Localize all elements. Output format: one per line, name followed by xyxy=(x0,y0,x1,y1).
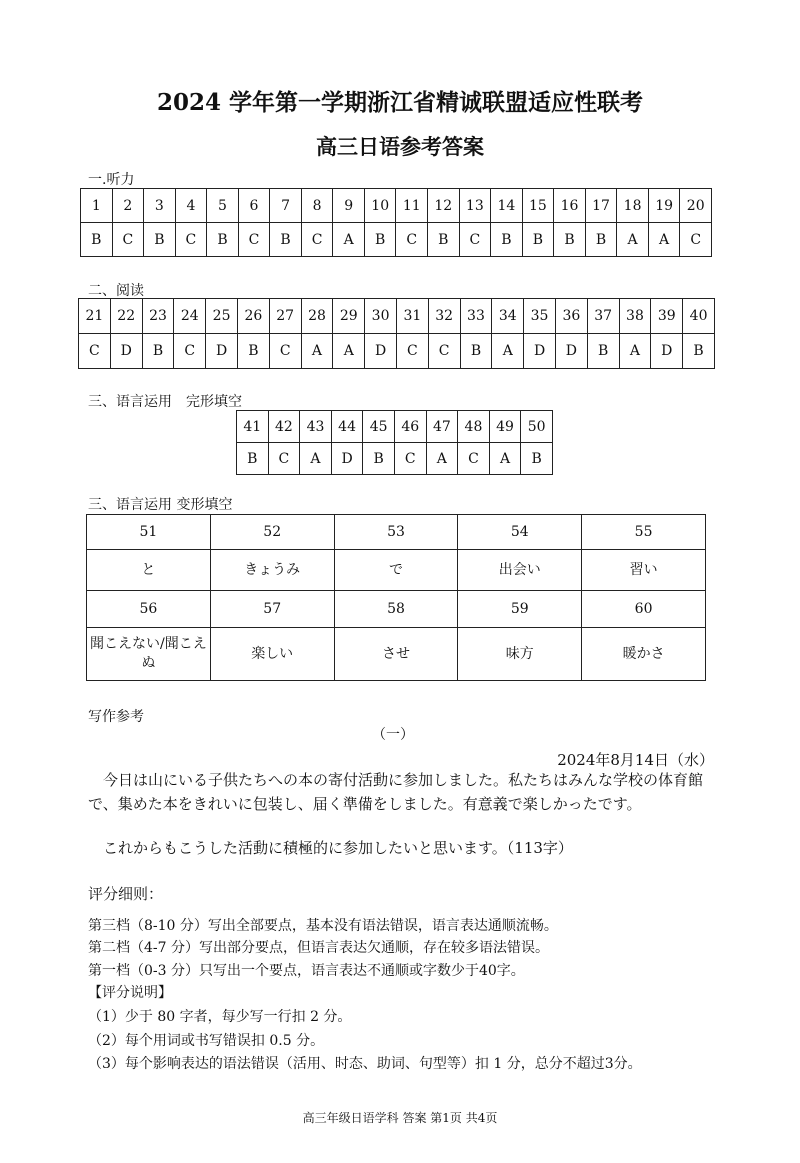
question-number-row xyxy=(87,515,706,550)
question-number: 56 xyxy=(87,591,211,628)
question-number: 45 xyxy=(363,411,395,443)
answer-cell: 味方 xyxy=(458,628,582,681)
answer-cell: させ xyxy=(334,628,458,681)
answer-cell: C xyxy=(269,334,301,369)
question-number: 29 xyxy=(333,299,365,334)
question-number: 35 xyxy=(524,299,556,334)
answer-cell: 暖かさ xyxy=(582,628,706,681)
answer-cell: B xyxy=(81,223,113,257)
answer-cell: C xyxy=(301,223,333,257)
question-number: 42 xyxy=(268,411,300,443)
answer-cell: C xyxy=(268,443,300,475)
answer-cell: A xyxy=(648,223,680,257)
grammar-fill-answer-table xyxy=(86,514,706,681)
scoring-rule-line: （3）每个影响表达的语法错误（活用、时态、助词、句型等）扣 1 分，总分不超过3分。 xyxy=(88,1056,642,1072)
answer-cell: D xyxy=(110,334,142,369)
answer-cell: B xyxy=(554,223,586,257)
answer-cell: C xyxy=(680,223,712,257)
question-number: 4 xyxy=(175,189,207,223)
question-number: 10 xyxy=(364,189,396,223)
answer-cell: D xyxy=(331,443,363,475)
answer-cell: A xyxy=(617,223,649,257)
answer-cell: D xyxy=(524,334,556,369)
page-footer: 高三年级日语学科 答案 第1页 共4页 xyxy=(302,1111,498,1125)
question-number-row xyxy=(87,591,706,628)
answer-cell-row xyxy=(237,443,553,475)
question-number: 22 xyxy=(110,299,142,334)
answer-cell: B xyxy=(491,223,523,257)
answer-cell: B xyxy=(207,223,239,257)
question-number: 3 xyxy=(144,189,176,223)
answer-cell-row xyxy=(81,223,712,257)
answer-cell: B xyxy=(270,223,302,257)
answer-cell-row xyxy=(87,550,706,591)
question-number: 12 xyxy=(428,189,460,223)
answer-cell: A xyxy=(333,223,365,257)
answer-cell: A xyxy=(426,443,458,475)
question-number: 5 xyxy=(207,189,239,223)
question-number-row xyxy=(81,189,712,223)
question-number: 33 xyxy=(460,299,492,334)
answer-cell: B xyxy=(585,223,617,257)
question-number: 15 xyxy=(522,189,554,223)
answer-cell: と xyxy=(87,550,211,591)
answer-cell: B xyxy=(522,223,554,257)
page-subtitle: 高三日语参考答案 xyxy=(316,134,484,159)
page-title: 2024 学年第一学期浙江省精诚联盟适应性联考 xyxy=(156,89,644,116)
answer-cell: C xyxy=(458,443,490,475)
answer-cell: B xyxy=(587,334,619,369)
question-number: 21 xyxy=(79,299,111,334)
question-number: 32 xyxy=(428,299,460,334)
answer-cell: で xyxy=(334,550,458,591)
question-number: 28 xyxy=(301,299,333,334)
answer-cell: B xyxy=(521,443,553,475)
question-number: 52 xyxy=(210,515,334,550)
question-number: 26 xyxy=(237,299,269,334)
answer-cell: C xyxy=(112,223,144,257)
question-number: 16 xyxy=(554,189,586,223)
answer-cell: C xyxy=(459,223,491,257)
answer-cell: きょうみ xyxy=(210,550,334,591)
cloze-answer-table xyxy=(236,410,553,475)
question-number: 11 xyxy=(396,189,428,223)
answer-cell: B xyxy=(363,443,395,475)
section-grammar-fill-label: 三、语言运用 变形填空 xyxy=(88,497,233,513)
question-number: 47 xyxy=(426,411,458,443)
answer-cell: B xyxy=(364,223,396,257)
writing-paragraph-1: 今日は山にいる子供たちへの本の寄付活動に参加しました。私たちはみんな学校の体育館で、集めた本をきれいに包装し、届く準備をしました。有意義で楽しかったです。 xyxy=(88,771,704,813)
answer-cell: A xyxy=(301,334,333,369)
question-number: 57 xyxy=(210,591,334,628)
answer-cell: D xyxy=(555,334,587,369)
question-number: 53 xyxy=(334,515,458,550)
question-number: 20 xyxy=(680,189,712,223)
answer-cell: A xyxy=(489,443,521,475)
question-number: 55 xyxy=(582,515,706,550)
scoring-rule-line: （2）每个用词或书写错误扣 0.5 分。 xyxy=(88,1033,325,1049)
question-number: 13 xyxy=(459,189,491,223)
scoring-rule-line: 第二档（4-7 分）写出部分要点，但语言表达欠通顺，存在较多语法错误。 xyxy=(88,940,549,956)
question-number: 25 xyxy=(206,299,238,334)
question-number: 60 xyxy=(582,591,706,628)
reading-answer-table xyxy=(78,298,715,369)
answer-cell-row xyxy=(87,628,706,681)
writing-number: （一） xyxy=(372,727,414,743)
question-number: 51 xyxy=(87,515,211,550)
answer-cell: B xyxy=(683,334,715,369)
question-number: 24 xyxy=(174,299,206,334)
answer-cell: D xyxy=(365,334,397,369)
question-number: 36 xyxy=(555,299,587,334)
scoring-rule-line: 【评分说明】 xyxy=(88,985,172,1001)
question-number-row xyxy=(79,299,715,334)
question-number: 17 xyxy=(585,189,617,223)
answer-cell: D xyxy=(206,334,238,369)
answer-cell: B xyxy=(460,334,492,369)
question-number: 31 xyxy=(396,299,428,334)
writing-date: 2024年8月14日（水） xyxy=(557,751,714,769)
question-number: 8 xyxy=(301,189,333,223)
question-number: 43 xyxy=(300,411,332,443)
answer-cell: 習い xyxy=(582,550,706,591)
question-number: 39 xyxy=(651,299,683,334)
answer-cell: B xyxy=(428,223,460,257)
answer-cell: C xyxy=(175,223,207,257)
question-number: 2 xyxy=(112,189,144,223)
section-cloze-label: 三、语言运用 完形填空 xyxy=(88,394,242,410)
answer-cell: C xyxy=(396,223,428,257)
scoring-label: 评分细则： xyxy=(88,885,164,903)
question-number: 9 xyxy=(333,189,365,223)
question-number: 40 xyxy=(683,299,715,334)
question-number: 58 xyxy=(334,591,458,628)
answer-cell: B xyxy=(237,443,269,475)
question-number: 49 xyxy=(489,411,521,443)
answer-cell: 聞こえない/聞こえぬ xyxy=(87,628,211,681)
answer-cell: C xyxy=(79,334,111,369)
question-number: 41 xyxy=(237,411,269,443)
question-number: 50 xyxy=(521,411,553,443)
answer-cell-row xyxy=(79,334,715,369)
answer-cell: D xyxy=(651,334,683,369)
question-number: 30 xyxy=(365,299,397,334)
question-number: 18 xyxy=(617,189,649,223)
writing-label: 写作参考 xyxy=(88,709,144,725)
listening-answer-table xyxy=(80,188,712,257)
answer-cell: A xyxy=(619,334,651,369)
answer-cell: B xyxy=(142,334,174,369)
question-number: 27 xyxy=(269,299,301,334)
answer-cell: A xyxy=(492,334,524,369)
section-reading-label: 二、阅读 xyxy=(88,283,144,299)
question-number: 54 xyxy=(458,515,582,550)
scoring-rule-line: 第三档（8-10 分）写出全部要点，基本没有语法错误，语言表达通顺流畅。 xyxy=(88,918,558,934)
question-number: 7 xyxy=(270,189,302,223)
question-number: 38 xyxy=(619,299,651,334)
section-listening-label: 一.听力 xyxy=(88,172,135,188)
scoring-rule-line: 第一档（0-3 分）只写出一个要点，语言表达不通顺或字数少于40字。 xyxy=(88,963,525,979)
question-number: 46 xyxy=(394,411,426,443)
answer-cell: 出会い xyxy=(458,550,582,591)
answer-cell: C xyxy=(174,334,206,369)
answer-cell: B xyxy=(144,223,176,257)
question-number-row xyxy=(237,411,553,443)
answer-cell: A xyxy=(333,334,365,369)
question-number: 6 xyxy=(238,189,270,223)
scoring-rule-line: （1）少于 80 字者，每少写一行扣 2 分。 xyxy=(88,1009,352,1025)
answer-cell: C xyxy=(428,334,460,369)
question-number: 37 xyxy=(587,299,619,334)
answer-cell: A xyxy=(300,443,332,475)
answer-cell: B xyxy=(237,334,269,369)
question-number: 19 xyxy=(648,189,680,223)
answer-cell: C xyxy=(394,443,426,475)
question-number: 48 xyxy=(458,411,490,443)
question-number: 23 xyxy=(142,299,174,334)
answer-cell: 楽しい xyxy=(210,628,334,681)
question-number: 34 xyxy=(492,299,524,334)
answer-cell: C xyxy=(238,223,270,257)
writing-paragraph-2: これからもこうした活動に積極的に参加したいと思います。（113字） xyxy=(88,839,573,857)
question-number: 44 xyxy=(331,411,363,443)
question-number: 1 xyxy=(81,189,113,223)
question-number: 59 xyxy=(458,591,582,628)
answer-cell: C xyxy=(396,334,428,369)
question-number: 14 xyxy=(491,189,523,223)
